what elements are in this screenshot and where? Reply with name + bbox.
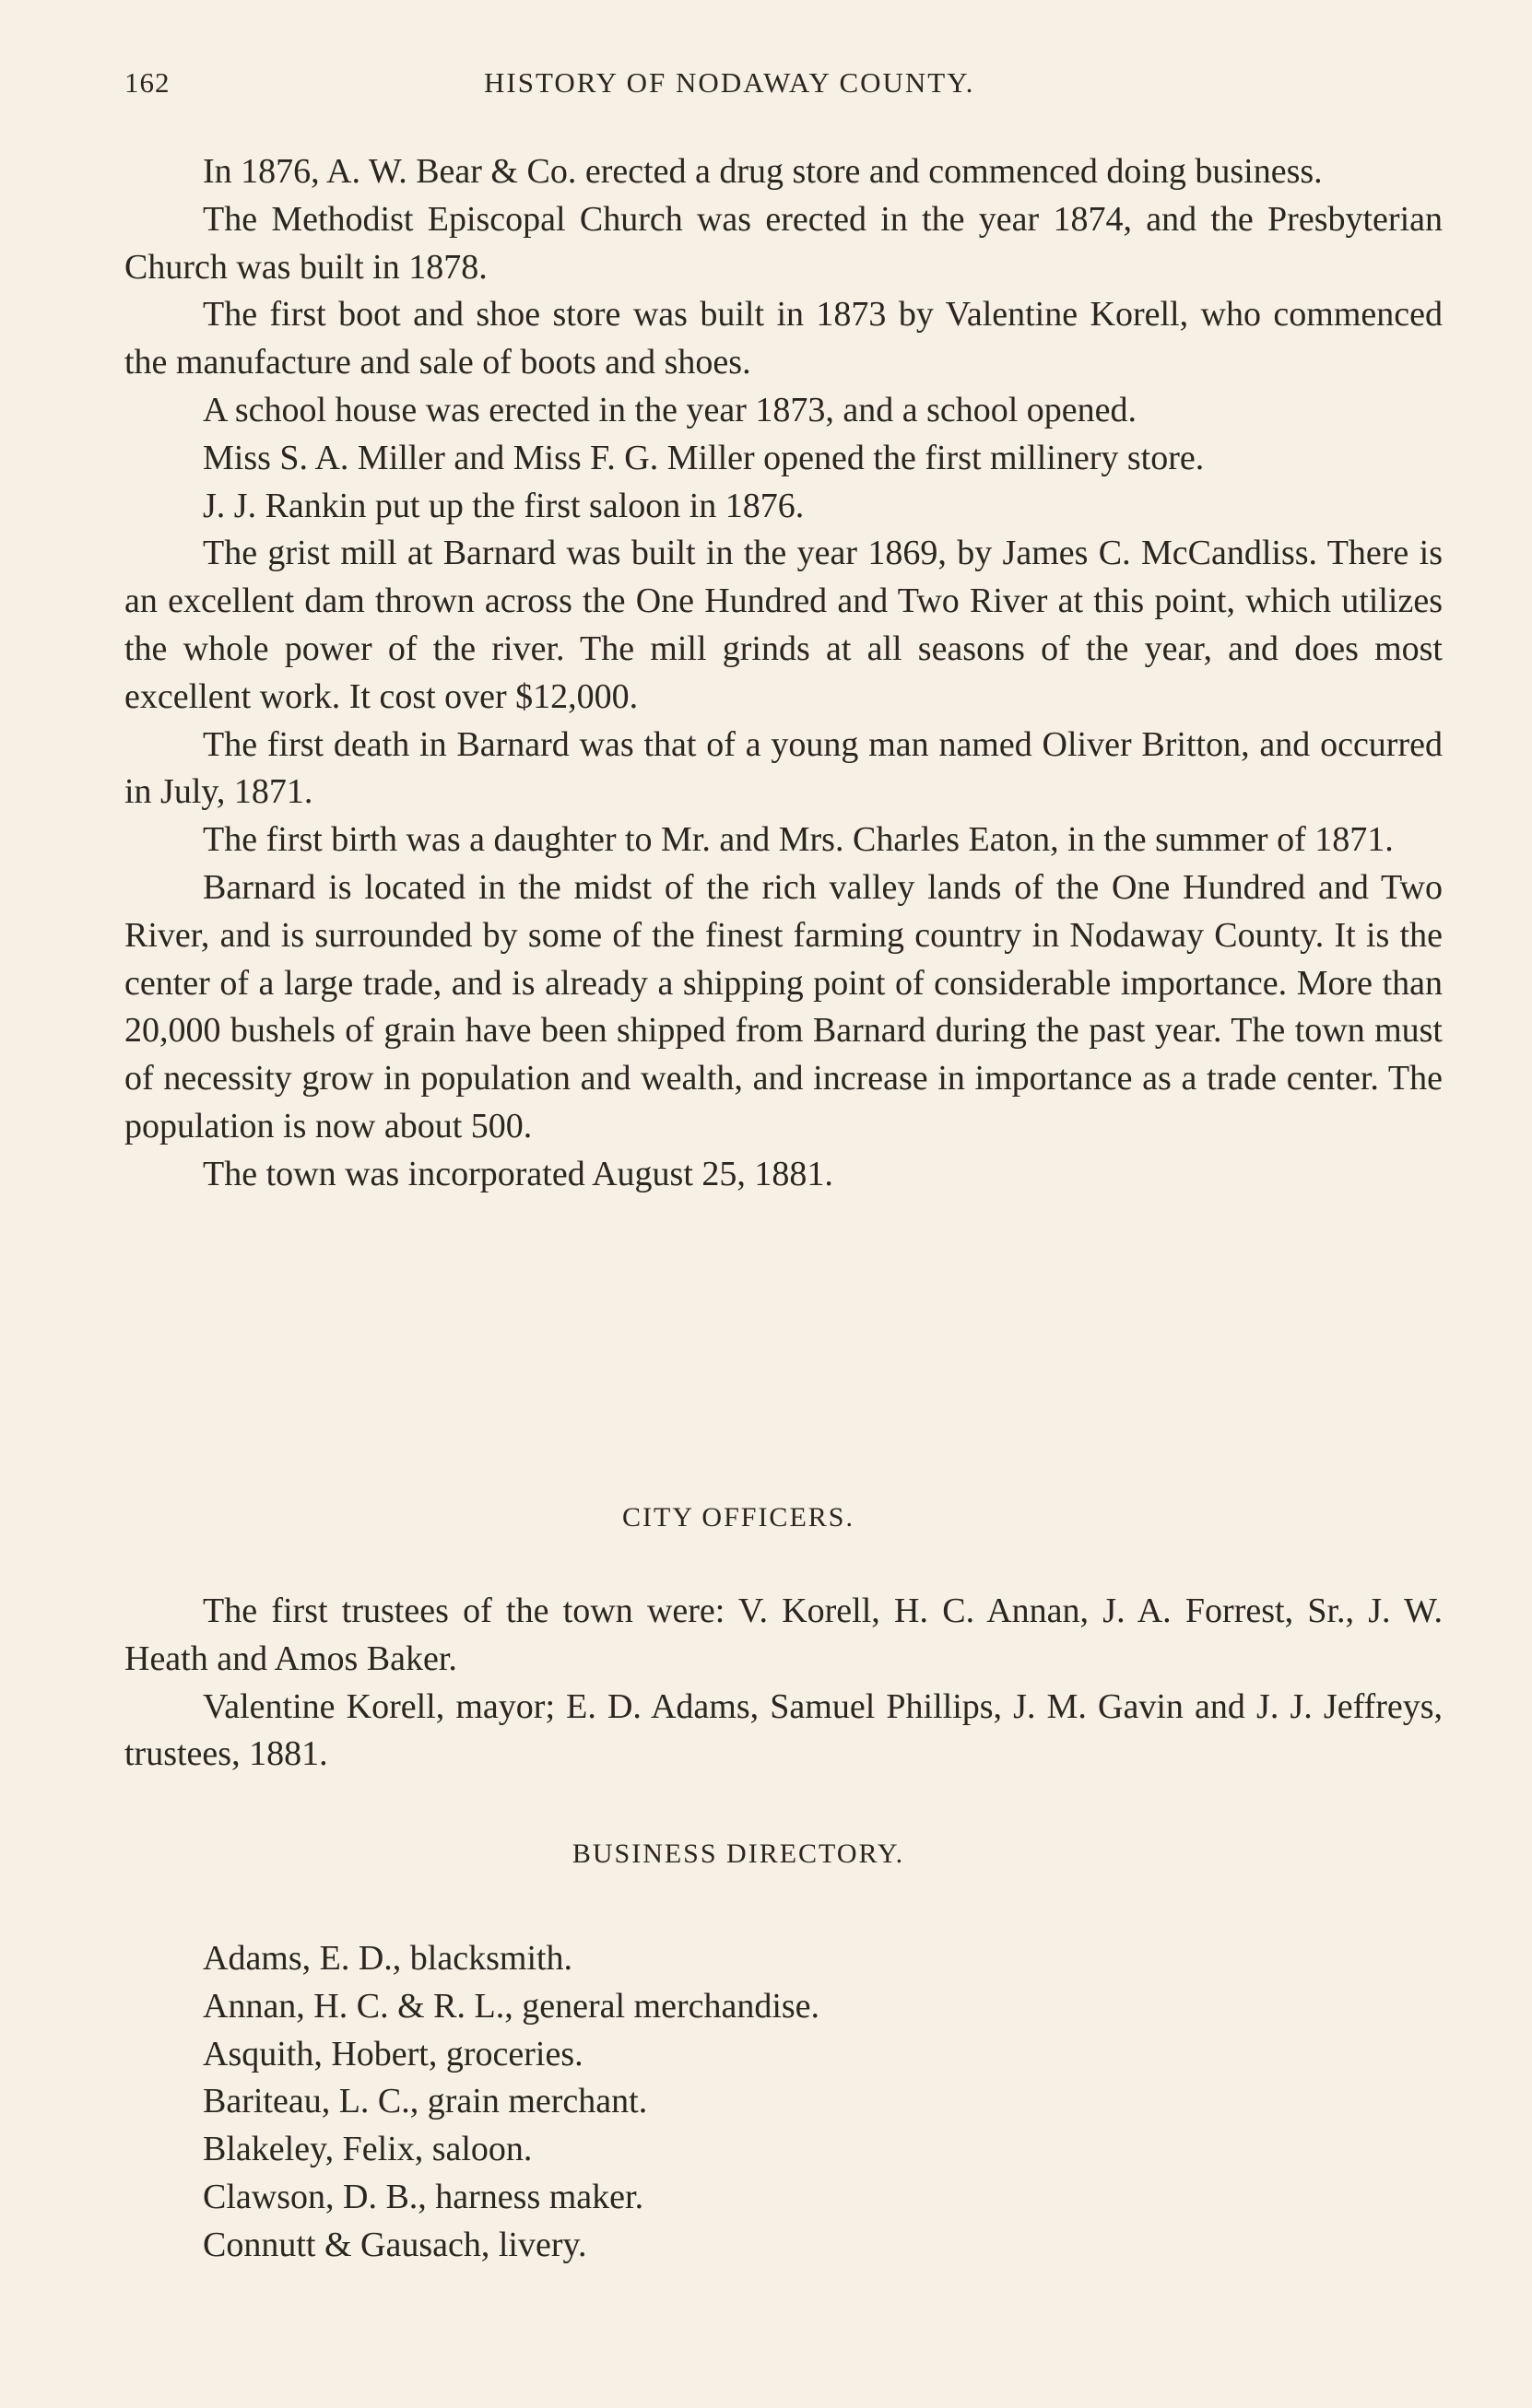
city-officers-text bbox=[124, 1588, 1443, 1779]
city-officers-heading: CITY OFFICERS. bbox=[622, 1502, 854, 1533]
running-head bbox=[124, 66, 1440, 112]
paragraph-first-trustees: The first trustees of the town were: V. Korell, H. C. Annan, J. A. Forrest, Sr., J. W. Heath and Amos Baker. bbox=[124, 1592, 1443, 1678]
paragraph-drug-store: In 1876, A. W. Bear & Co. erected a drug store and commenced doing business. bbox=[203, 152, 1323, 191]
directory-entry: Blakeley, Felix, saloon. bbox=[203, 2130, 533, 2169]
directory-entry: Annan, H. C. & R. L., general merchandise. bbox=[203, 1986, 820, 2026]
directory-entry: Adams, E. D., blacksmith. bbox=[203, 1939, 573, 1978]
paragraph-barnard-location: Barnard is located in the midst of the rich valley lands of the One Hundred and Two River, and is surrounded by some of the finest farming country in Nodaway County. It is the center of a large trade, and is already a shipping point of considerable importance. More than 20,000 bushels of grain have been shipped from Barnard during the past year. The town must of necessity grow in population and wealth, and increase in importance as a trade center. The population is now about 500. bbox=[124, 867, 1443, 1145]
paragraph-school-house: A school house was erected in the year 1873, and a school opened. bbox=[203, 390, 1137, 429]
paragraph-mayor-trustees-1881: Valentine Korell, mayor; E. D. Adams, Samuel Phillips, J. M. Gavin and J. J. Jeffreys, trustees, 1881. bbox=[124, 1686, 1443, 1774]
business-directory-list bbox=[203, 1935, 819, 2270]
paragraph-grist-mill: The grist mill at Barnard was built in the year 1869, by James C. McCandliss. There is an excellent dam thrown across the One Hundred and Two River at this point, which utilizes the whole power of the river. The mill grinds at all seasons of the year, and does most excellent work. It cost over $12,000. bbox=[124, 534, 1443, 716]
page-number: 162 bbox=[124, 66, 171, 99]
paragraph-millinery-store: Miss S. A. Miller and Miss F. G. Miller opened the first millinery store. bbox=[203, 438, 1205, 477]
business-directory-heading: BUSINESS DIRECTORY. bbox=[572, 1838, 905, 1869]
running-title: HISTORY OF NODAWAY COUNTY. bbox=[484, 66, 975, 99]
paragraph-incorporation: The town was incorporated August 25, 1881. bbox=[203, 1154, 833, 1193]
directory-entry: Bariteau, L. C., grain merchant. bbox=[203, 2082, 648, 2121]
body-text bbox=[124, 148, 1443, 1199]
paragraph-churches: The Methodist Episcopal Church was erected in the year 1874, and the Presbyterian Church was built in 1878. bbox=[124, 199, 1443, 287]
paragraph-first-death: The first death in Barnard was that of a young man named Oliver Britton, and occurred in July, 1871. bbox=[124, 724, 1443, 812]
directory-entry: Clawson, D. B., harness maker. bbox=[203, 2177, 644, 2216]
paragraph-first-birth: The first birth was a daughter to Mr. and Mrs. Charles Eaton, in the summer of 1871. bbox=[203, 820, 1394, 860]
paragraph-saloon: J. J. Rankin put up the first saloon in 1876. bbox=[203, 486, 805, 525]
directory-entry: Asquith, Hobert, groceries. bbox=[203, 2034, 583, 2073]
paragraph-boot-shoe-store: The first boot and shoe store was built in 1873 by Valentine Korell, who commenced the manufacture and sale of boots and shoes. bbox=[124, 295, 1443, 382]
directory-entry: Connutt & Gausach, livery. bbox=[203, 2225, 587, 2264]
